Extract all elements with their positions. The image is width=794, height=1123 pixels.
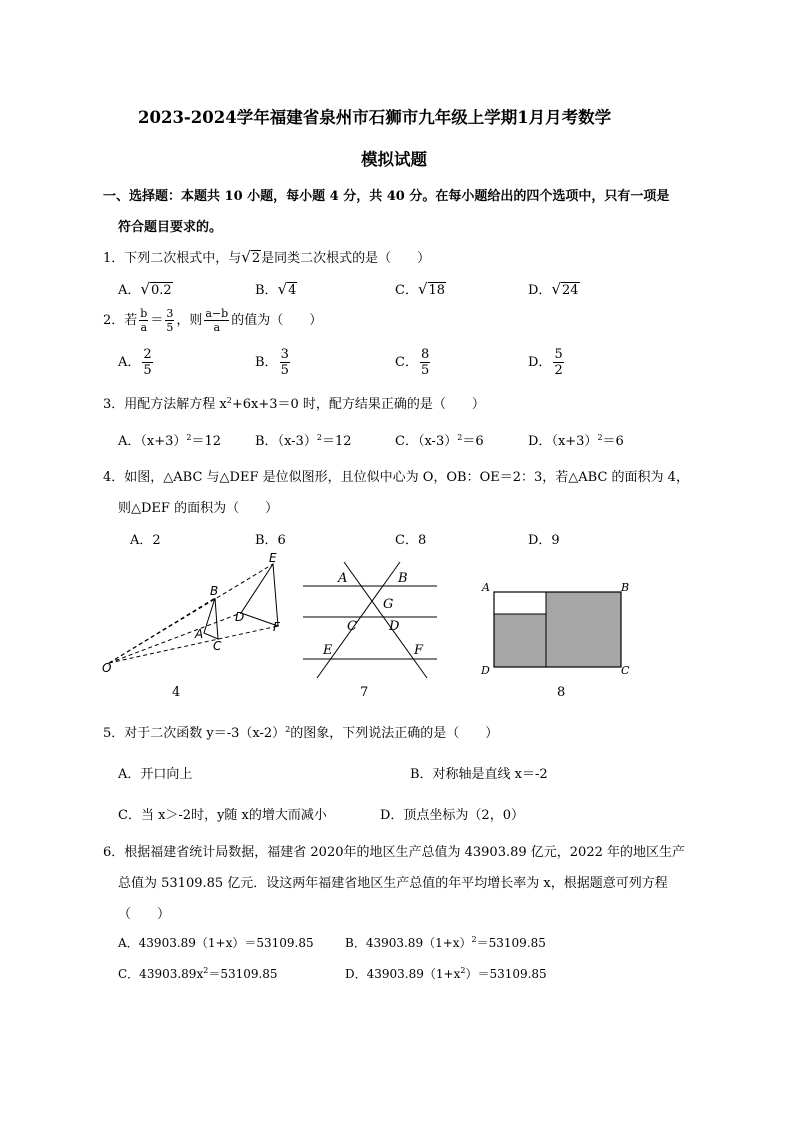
fig4-label-o: O: [102, 661, 112, 674]
question-3-stem: 3．用配方法解方程 $x^2+6x+3=0$ 时，配方结果正确的是（ ）: [103, 396, 485, 412]
question-4-line1: 4．如图，△ABC 与△DEF 是位似图形，且位似中心为 O，OB：OE＝2：3，若△ABC 的面积为 4，: [103, 470, 689, 485]
fig8-label-a: A: [482, 581, 490, 594]
question-4-line2: 则△DEF 的面积为（ ）: [118, 501, 279, 516]
fig7-label-c: C: [347, 619, 357, 634]
figure-4-similar-triangles: [100, 552, 290, 674]
question-4-option-a: A．2: [130, 533, 161, 548]
question-6-option-c: C．$43903.89x^2=53109.85$: [118, 966, 278, 981]
question-3-option-d: D．$(x+3)^2=6$: [528, 433, 624, 449]
question-3-option-b: B．$(x-3)^2=12$: [255, 433, 352, 449]
question-2-option-c: C． $\frac{8}{5}$: [395, 347, 430, 378]
question-6-option-d: D．$43903.89(1+x^2)=53109.85$: [345, 966, 547, 981]
figure-7-caption: 7: [360, 685, 369, 700]
question-5-stem: 5．对于二次函数 $y=-3(x-2)^2$的图象，下列说法正确的是（ ）: [103, 725, 499, 741]
figure-8-rectangle: [478, 578, 633, 680]
fig8-label-d: D: [481, 664, 490, 677]
question-6-option-b: B．$43903.89(1+x)^2=53109.85$: [345, 935, 546, 950]
fig4-label-b: B: [210, 584, 219, 598]
question-6-line1: 6．根据福建省统计局数据，福建省 2020年的地区生产总值为 43903.89 亿元，2022 年的地区生产: [103, 845, 685, 860]
question-2-option-b: B． $\frac{3}{5}$: [255, 347, 289, 378]
fig7-label-b: B: [398, 571, 408, 586]
figure-7-parallel-lines: [300, 560, 445, 682]
question-6-option-a: A．43903.89（1+x）＝53109.85: [118, 936, 314, 950]
figure-4-caption: 4: [172, 685, 181, 700]
fig7-label-d: D: [389, 619, 400, 634]
fig4-label-c: C: [213, 639, 222, 653]
question-4-option-b: B．6: [255, 533, 286, 548]
fig8-label-b: B: [621, 581, 630, 594]
fig4-label-e: E: [269, 552, 277, 565]
question-6-line3: （ ）: [118, 907, 171, 922]
sqrt: √2: [241, 248, 261, 266]
question-3-option-a: A．$(x+3)^2=12$: [118, 433, 222, 449]
fig7-label-f: F: [414, 643, 424, 658]
question-5-option-d: D．顶点坐标为（2，0）: [380, 808, 524, 823]
question-1-option-c: C．√18: [395, 280, 446, 298]
fig7-label-e: E: [323, 643, 333, 658]
section-header-line1: 一、选择题：本题共 10 小题，每小题 4 分，共 40 分。在每小题给出的四个选项中，只有一项是: [103, 189, 670, 204]
question-2-option-d: D． $\frac{5}{2}$: [528, 347, 563, 378]
question-2-stem: 2．若 $\frac{b}{a}$ ＝ $\frac{3}{5}$ ，则 $\frac{a-b}{a}$ 的值为（ ）: [103, 307, 323, 334]
question-4-option-c: C．8: [395, 533, 427, 548]
page-title-line2: 模拟试题: [361, 150, 427, 169]
question-5-option-c: C．当 x＞-2时，y随 x的增大而减小: [118, 808, 327, 823]
fig4-label-f: F: [273, 620, 280, 634]
fig7-label-a: A: [338, 571, 348, 586]
question-3-option-c: C．$(x-3)^2=6$: [395, 433, 484, 449]
question-6-line2: 总值为 53109.85 亿元．设这两年福建省地区生产总值的年平均增长率为 x，根据题意可列方程: [118, 876, 668, 891]
question-2-option-a: A． $\frac{2}{5}$: [118, 347, 152, 378]
question-1-stem: 1．下列二次根式中，与√2是同类二次根式的是（ ）: [103, 248, 431, 266]
section-header-line2: 符合题目要求的。: [118, 220, 223, 235]
page-title-line1: 2023-2024学年福建省泉州市石狮市九年级上学期1月月考数学: [138, 108, 612, 127]
question-1-option-a: A．√0.2: [118, 280, 172, 298]
fig7-label-g: G: [383, 597, 394, 612]
question-5-option-a: A．开口向上: [118, 767, 193, 782]
question-1-option-b: B．√4: [255, 280, 297, 298]
figure-8-caption: 8: [557, 685, 566, 700]
question-4-option-d: D．9: [528, 533, 560, 548]
fig4-label-d: D: [235, 610, 245, 624]
question-5-option-b: B．对称轴是直线 x＝-2: [410, 767, 548, 782]
question-1-option-d: D．√24: [528, 280, 579, 298]
fig4-label-a: A: [195, 627, 204, 641]
fig8-label-c: C: [621, 664, 630, 677]
